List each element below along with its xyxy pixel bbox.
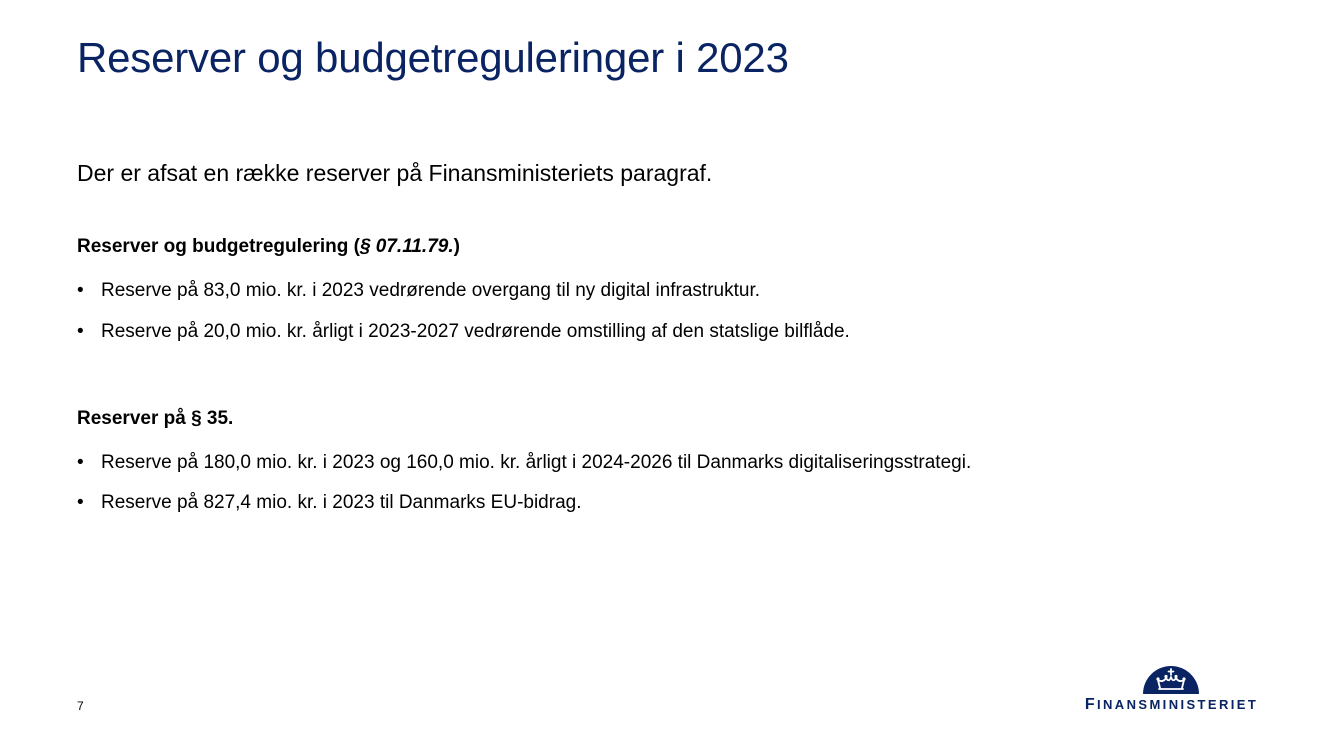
section-heading-paragraf-35: Reserver på § 35. <box>77 408 234 429</box>
bullet-text: Reserve på 83,0 mio. kr. i 2023 vedrørende overgang til ny digital infrastruktur. <box>101 280 761 301</box>
bullet-glyph: • <box>77 452 84 473</box>
crown-icon <box>1143 664 1199 694</box>
bullet-text: Reserve på 827,4 mio. kr. i 2023 til Danmarks EU-bidrag. <box>101 492 582 513</box>
logo-wordmark-initial: F <box>1084 696 1097 713</box>
bullet-item <box>77 280 760 302</box>
logo-wordmark-rest: INANSMINISTERIET <box>1097 697 1259 712</box>
intro-text: Der er afsat en række reserver på Finansministeriets paragraf. <box>77 160 713 186</box>
page-title: Reserver og budgetreguleringer i 2023 <box>77 34 789 81</box>
bullet-text: Reserve på 180,0 mio. kr. i 2023 og 160,0 mio. kr. årligt i 2024-2026 til Danmarks digitaliseringsstrategi. <box>101 452 972 473</box>
bullet-glyph: • <box>77 280 84 301</box>
section-heading-suffix: ) <box>453 236 460 257</box>
bullet-item <box>77 321 850 343</box>
page-number: 7 <box>77 699 84 713</box>
logo-wordmark <box>1084 696 1259 714</box>
finansministeriet-logo <box>1084 664 1259 714</box>
bullet-item <box>77 452 971 474</box>
section-heading-reference: § 07.11.79. <box>359 236 454 257</box>
bullet-glyph: • <box>77 321 84 342</box>
section-heading-prefix: Reserver og budgetregulering ( <box>77 236 360 257</box>
bullet-glyph: • <box>77 492 84 513</box>
bullet-text: Reserve på 20,0 mio. kr. årligt i 2023-2027 vedrørende omstilling af den statslige bilflåde. <box>101 321 850 342</box>
section-heading-budgetregulering <box>77 236 460 258</box>
bullet-item <box>77 492 582 514</box>
